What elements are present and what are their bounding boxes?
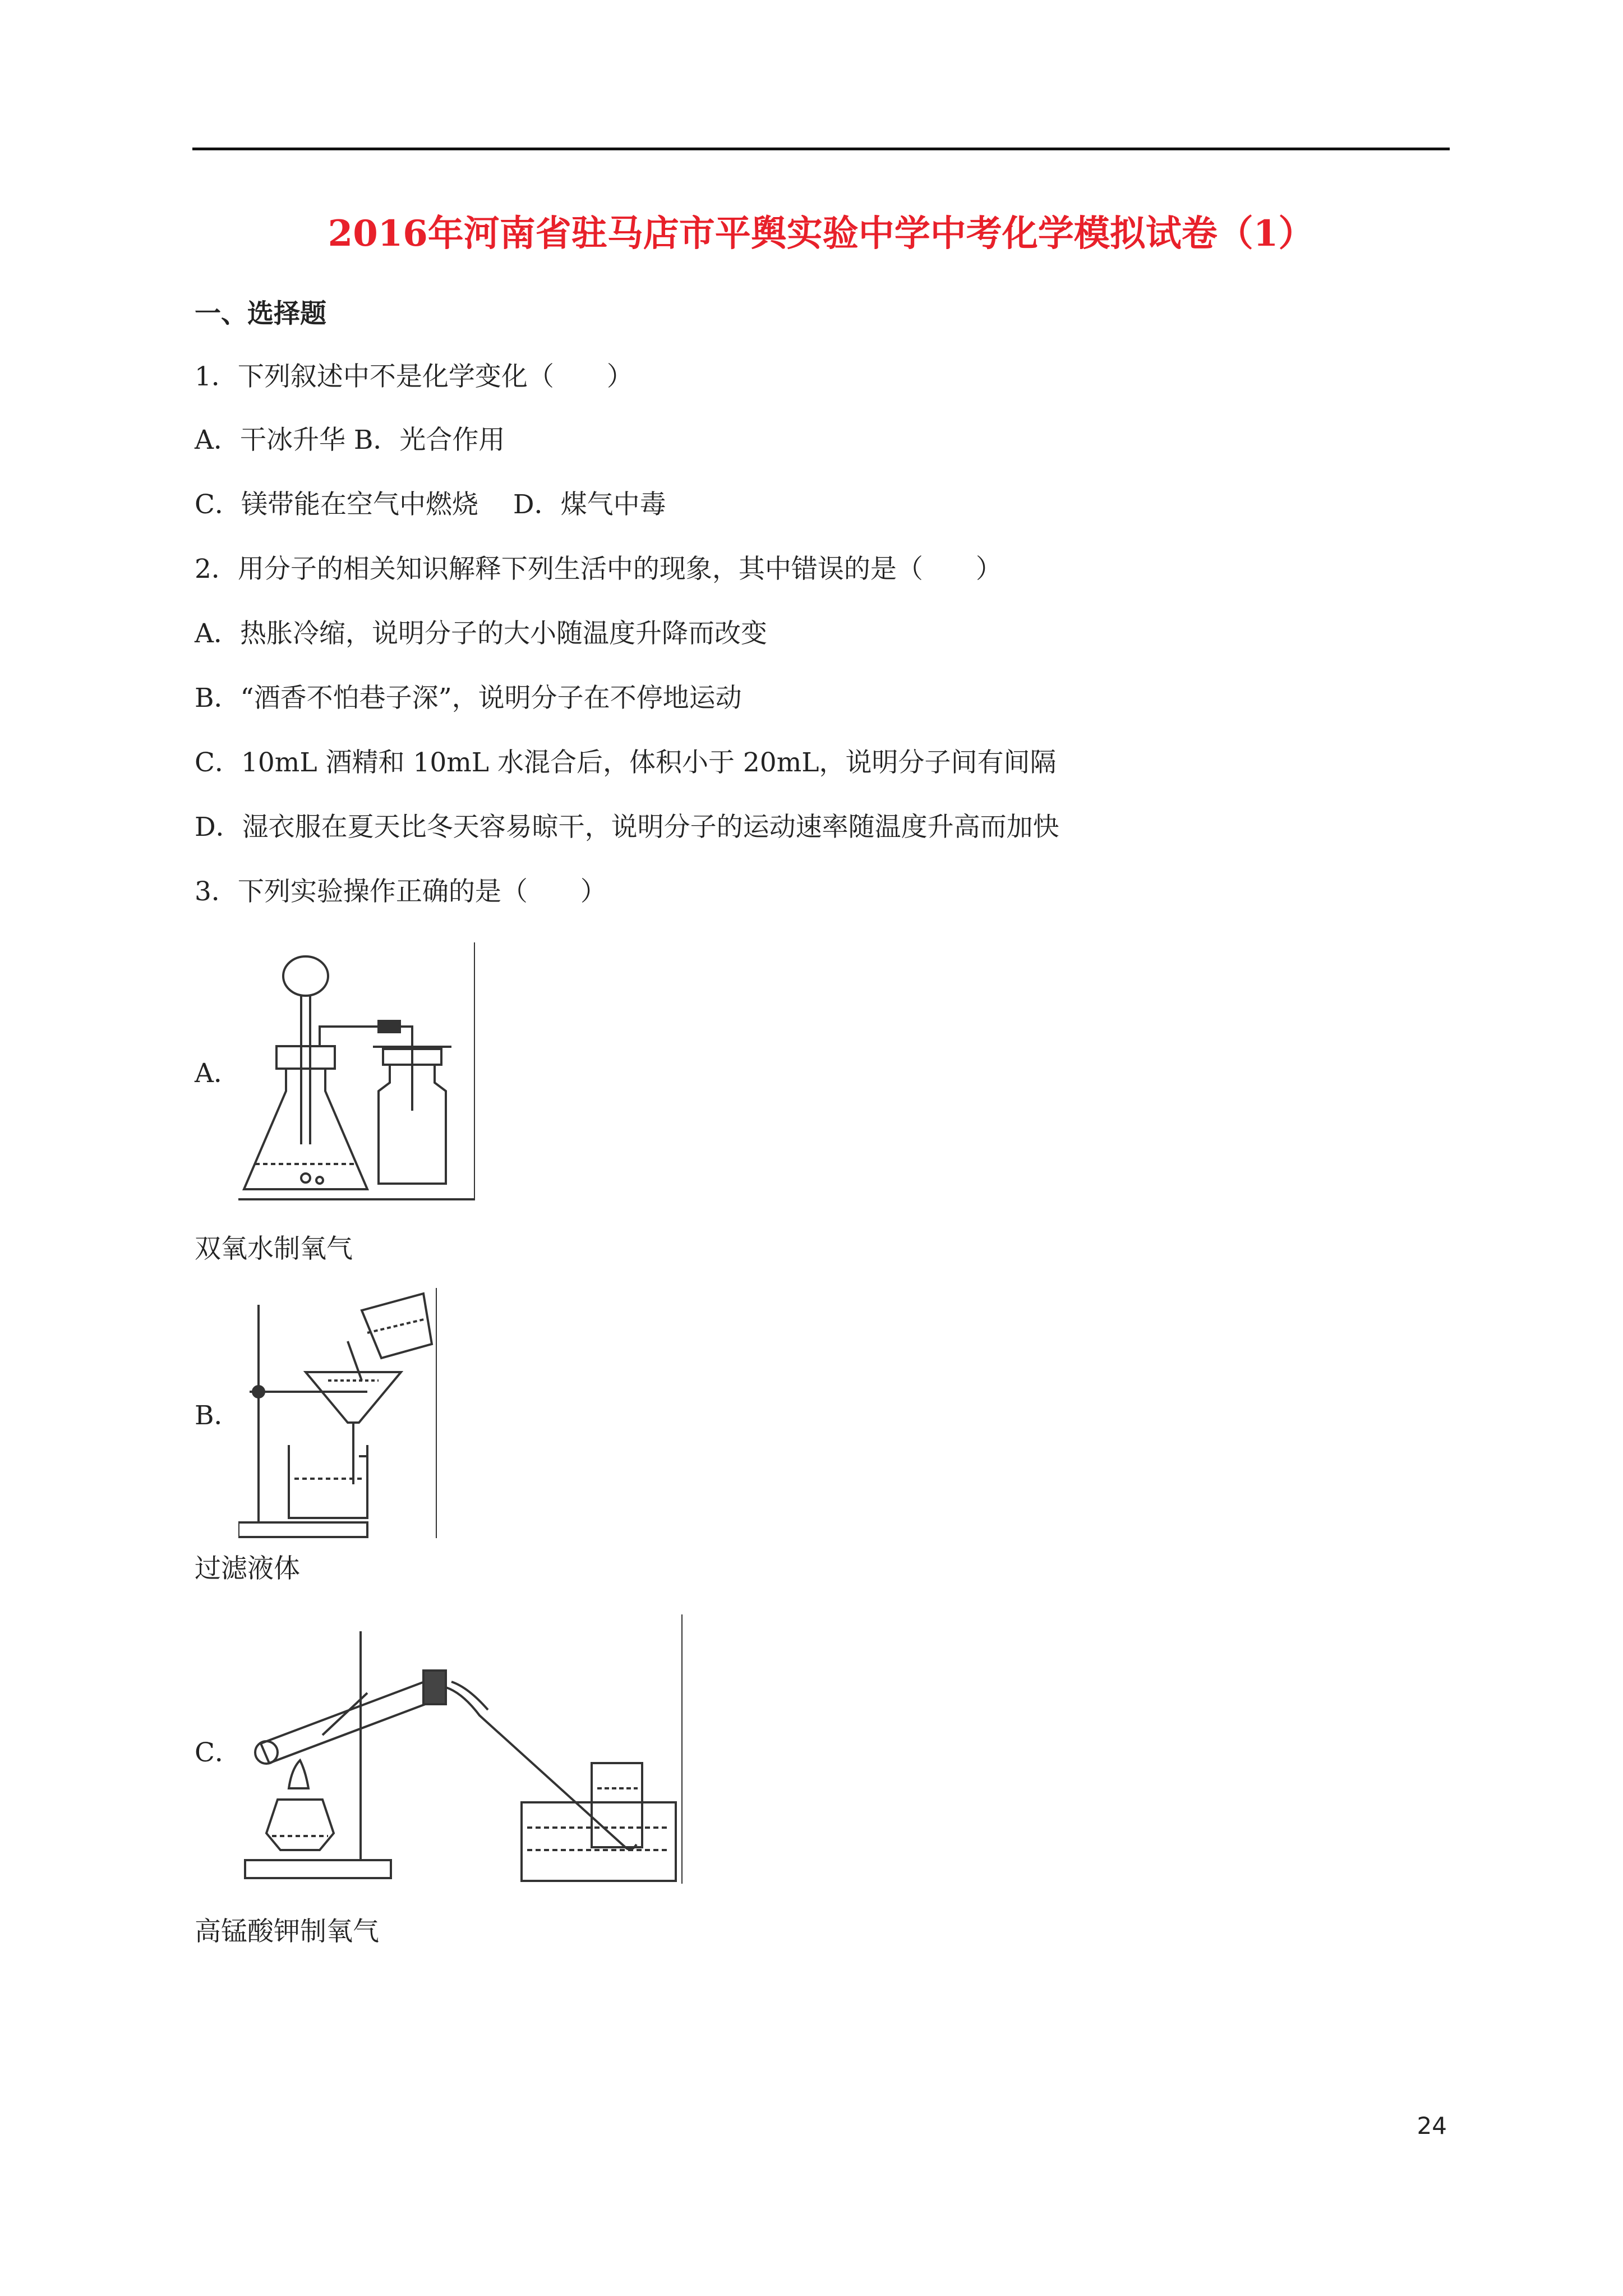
figure-a-caption: 双氧水制氧气	[195, 1234, 353, 1264]
question-1-options-cd: C．镁带能在空气中燃烧 D．煤气中毒	[195, 489, 666, 520]
question-3-stem: 3．下列实验操作正确的是（ ）	[195, 876, 607, 907]
figure-c-letter: C．	[195, 1737, 241, 1768]
potassium-permanganate-oxygen-apparatus-icon	[238, 1614, 683, 1884]
exam-title: 2016年河南省驻马店市平舆实验中学中考化学模拟试卷（1）	[328, 213, 1315, 255]
question-2-stem: 2．用分子的相关知识解释下列生活中的现象，其中错误的是（ ）	[195, 554, 1002, 585]
filtration-apparatus-icon	[238, 1288, 437, 1538]
figure-b-caption: 过滤液体	[195, 1553, 300, 1584]
section-heading: 一、选择题	[195, 298, 326, 329]
question-1-stem: 1．下列叙述中不是化学变化（ ）	[195, 361, 633, 392]
figure-b-letter: B．	[195, 1400, 241, 1431]
header-rule	[192, 148, 1450, 150]
page-number: 24	[1417, 2112, 1447, 2139]
figure-a-letter: A．	[195, 1058, 240, 1089]
question-1-options-ab: A．干冰升华 B．光合作用	[195, 425, 505, 455]
figure-c-caption: 高锰酸钾制氧气	[195, 1916, 379, 1947]
question-2-option-b: B．“酒香不怕巷子深”，说明分子在不停地运动	[195, 683, 742, 714]
hydrogen-peroxide-oxygen-apparatus-icon	[238, 942, 475, 1200]
question-2-option-a: A．热胀冷缩，说明分子的大小随温度升降而改变	[195, 618, 767, 649]
question-2-option-c: C．10mL 酒精和 10mL 水混合后，体积小于 20mL，说明分子间有间隔	[195, 747, 1057, 778]
question-2-option-d: D．湿衣服在夏天比冬天容易晾干，说明分子的运动速率随温度升高而加快	[195, 812, 1059, 843]
